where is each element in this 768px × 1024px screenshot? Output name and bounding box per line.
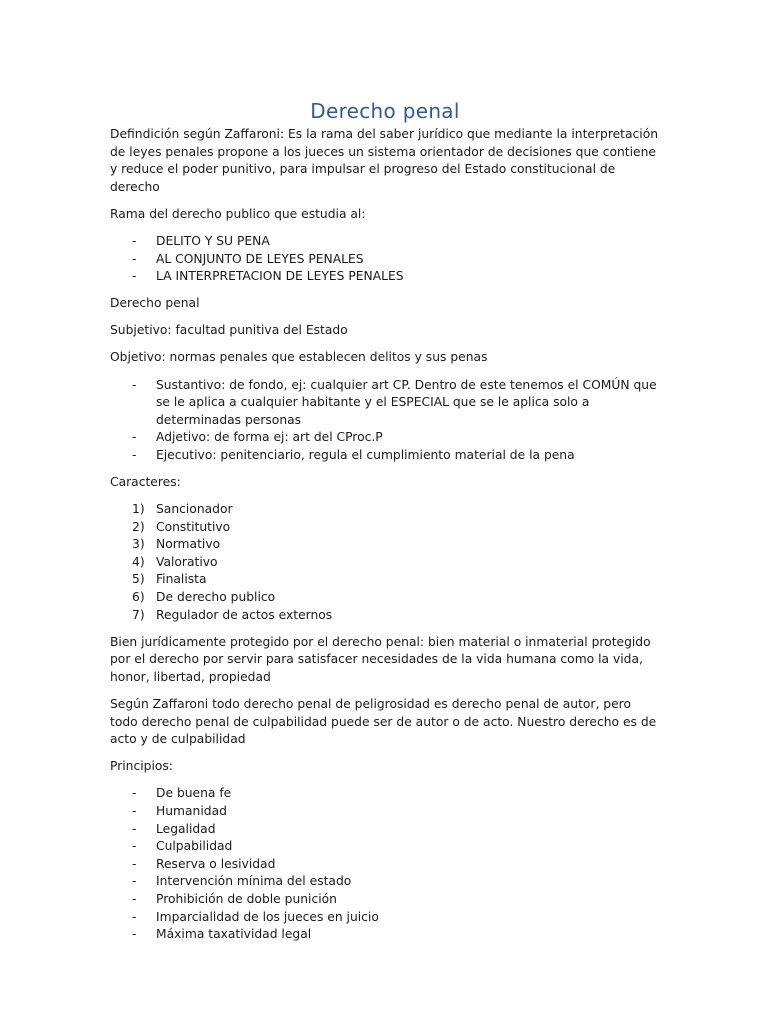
bien-juridico-paragraph: Bien jurídicamente protegido por el derecho penal: bien material o inmaterial protegido por el derecho por servir para satisfacer necesidades de la vida humana como la vida, honor, libertad, propiedad xyxy=(110,634,651,684)
list-item xyxy=(110,233,660,251)
list-item-text: Valorativo xyxy=(156,554,218,569)
list-item-text: Ejecutivo: penitenciario, regula el cumplimiento material de la pena xyxy=(156,447,575,462)
list-item xyxy=(110,856,660,874)
list-item xyxy=(110,909,660,927)
list-item-text: De buena fe xyxy=(156,786,232,801)
dash-marker: - xyxy=(132,856,137,871)
list-item xyxy=(110,803,660,821)
list-item xyxy=(110,554,660,572)
dash-marker: - xyxy=(132,377,137,392)
number-marker: 7) xyxy=(132,607,145,622)
zaffaroni-autor-paragraph: Según Zaffaroni todo derecho penal de peligrosidad es derecho penal de autor, pero todo derecho penal de culpabilidad puede ser de autor o de acto. Nuestro derecho es de acto y de culpabilidad xyxy=(110,697,657,747)
list-item xyxy=(110,785,660,803)
list-item-text: Máxima taxatividad legal xyxy=(156,927,312,942)
list-item-text: Prohibición de doble punición xyxy=(156,891,337,906)
dash-marker: - xyxy=(132,447,137,462)
study-object-list xyxy=(110,233,660,286)
list-item-text: Imparcialidad de los jueces en juicio xyxy=(156,909,379,924)
list-item-text: LA INTERPRETACION DE LEYES PENALES xyxy=(156,269,404,284)
dash-marker: - xyxy=(132,891,137,906)
dash-marker: - xyxy=(132,430,137,445)
list-item xyxy=(110,838,660,856)
list-item-text: Normativo xyxy=(156,537,221,552)
number-marker: 2) xyxy=(132,519,145,534)
subjetivo-paragraph: Subjetivo: facultad punitiva del Estado xyxy=(110,323,348,338)
list-item xyxy=(110,501,660,519)
list-item-text: Culpabilidad xyxy=(156,839,233,854)
list-item-text: Adjetivo: de forma ej: art del CProc.P xyxy=(156,430,383,445)
list-item xyxy=(110,377,660,430)
dash-marker: - xyxy=(132,233,137,248)
dash-marker: - xyxy=(132,874,137,889)
list-item xyxy=(110,589,660,607)
list-item-text: AL CONJUNTO DE LEYES PENALES xyxy=(156,251,364,266)
caracteres-list xyxy=(110,501,660,624)
list-item-text: DELITO Y SU PENA xyxy=(156,233,270,248)
list-item xyxy=(110,429,660,447)
objetivo-types-list xyxy=(110,377,660,465)
objetivo-paragraph: Objetivo: normas penales que establecen delitos y sus penas xyxy=(110,350,488,365)
dash-marker: - xyxy=(132,821,137,836)
dash-marker: - xyxy=(132,927,137,942)
list-item xyxy=(110,447,660,465)
document-page xyxy=(110,98,660,953)
dash-marker: - xyxy=(132,804,137,818)
dash-marker: - xyxy=(132,251,137,266)
list-item xyxy=(110,519,660,537)
dash-marker: - xyxy=(132,839,137,854)
list-item-text: Regulador de actos externos xyxy=(156,607,333,622)
list-item-text: Reserva o lesividad xyxy=(156,856,276,871)
list-item xyxy=(110,251,660,269)
list-item-text: Sustantivo: de fondo, ej: cualquier art CP. Dentro de este tenemos el COMÚN que se le aplica a cualquier habitante y el ESPECIAL que se le aplica solo a determinadas personas xyxy=(156,377,657,427)
list-item xyxy=(110,891,660,909)
number-marker: 1) xyxy=(132,502,145,517)
dash-marker: - xyxy=(132,909,137,924)
principios-heading: Principios: xyxy=(110,759,173,774)
number-marker: 4) xyxy=(132,554,145,569)
number-marker: 6) xyxy=(132,590,145,605)
rama-paragraph: Rama del derecho publico que estudia al: xyxy=(110,206,366,221)
dash-marker: - xyxy=(132,269,137,284)
caracteres-heading: Caracteres: xyxy=(110,475,181,489)
list-item xyxy=(110,607,660,625)
list-item xyxy=(110,926,660,944)
list-item-text: Sancionador xyxy=(156,502,233,517)
list-item-text: De derecho publico xyxy=(156,590,276,605)
list-item-text: Finalista xyxy=(156,572,207,587)
definition-paragraph: Defindición según Zaffaroni: Es la rama del saber jurídico que mediante la interpretación de leyes penales propone a los jueces un sistema orientador de decisiones que contiene y reduce el poder punitivo, para impulsar el progreso del Estado constitucional de derecho xyxy=(110,127,659,194)
list-item-text: Intervención mínima del estado xyxy=(156,874,352,889)
list-item-text: Constitutivo xyxy=(156,519,231,534)
section-heading-derecho-penal: Derecho penal xyxy=(110,296,200,311)
list-item-text: Legalidad xyxy=(156,821,216,836)
principios-list xyxy=(110,785,660,943)
list-item xyxy=(110,821,660,839)
list-item xyxy=(110,268,660,286)
list-item xyxy=(110,536,660,554)
number-marker: 3) xyxy=(132,537,145,552)
number-marker: 5) xyxy=(132,572,145,587)
list-item-text: Humanidad xyxy=(156,804,227,818)
list-item xyxy=(110,571,660,589)
list-item xyxy=(110,873,660,891)
dash-marker: - xyxy=(132,786,137,801)
document-title: Derecho penal xyxy=(310,99,460,123)
